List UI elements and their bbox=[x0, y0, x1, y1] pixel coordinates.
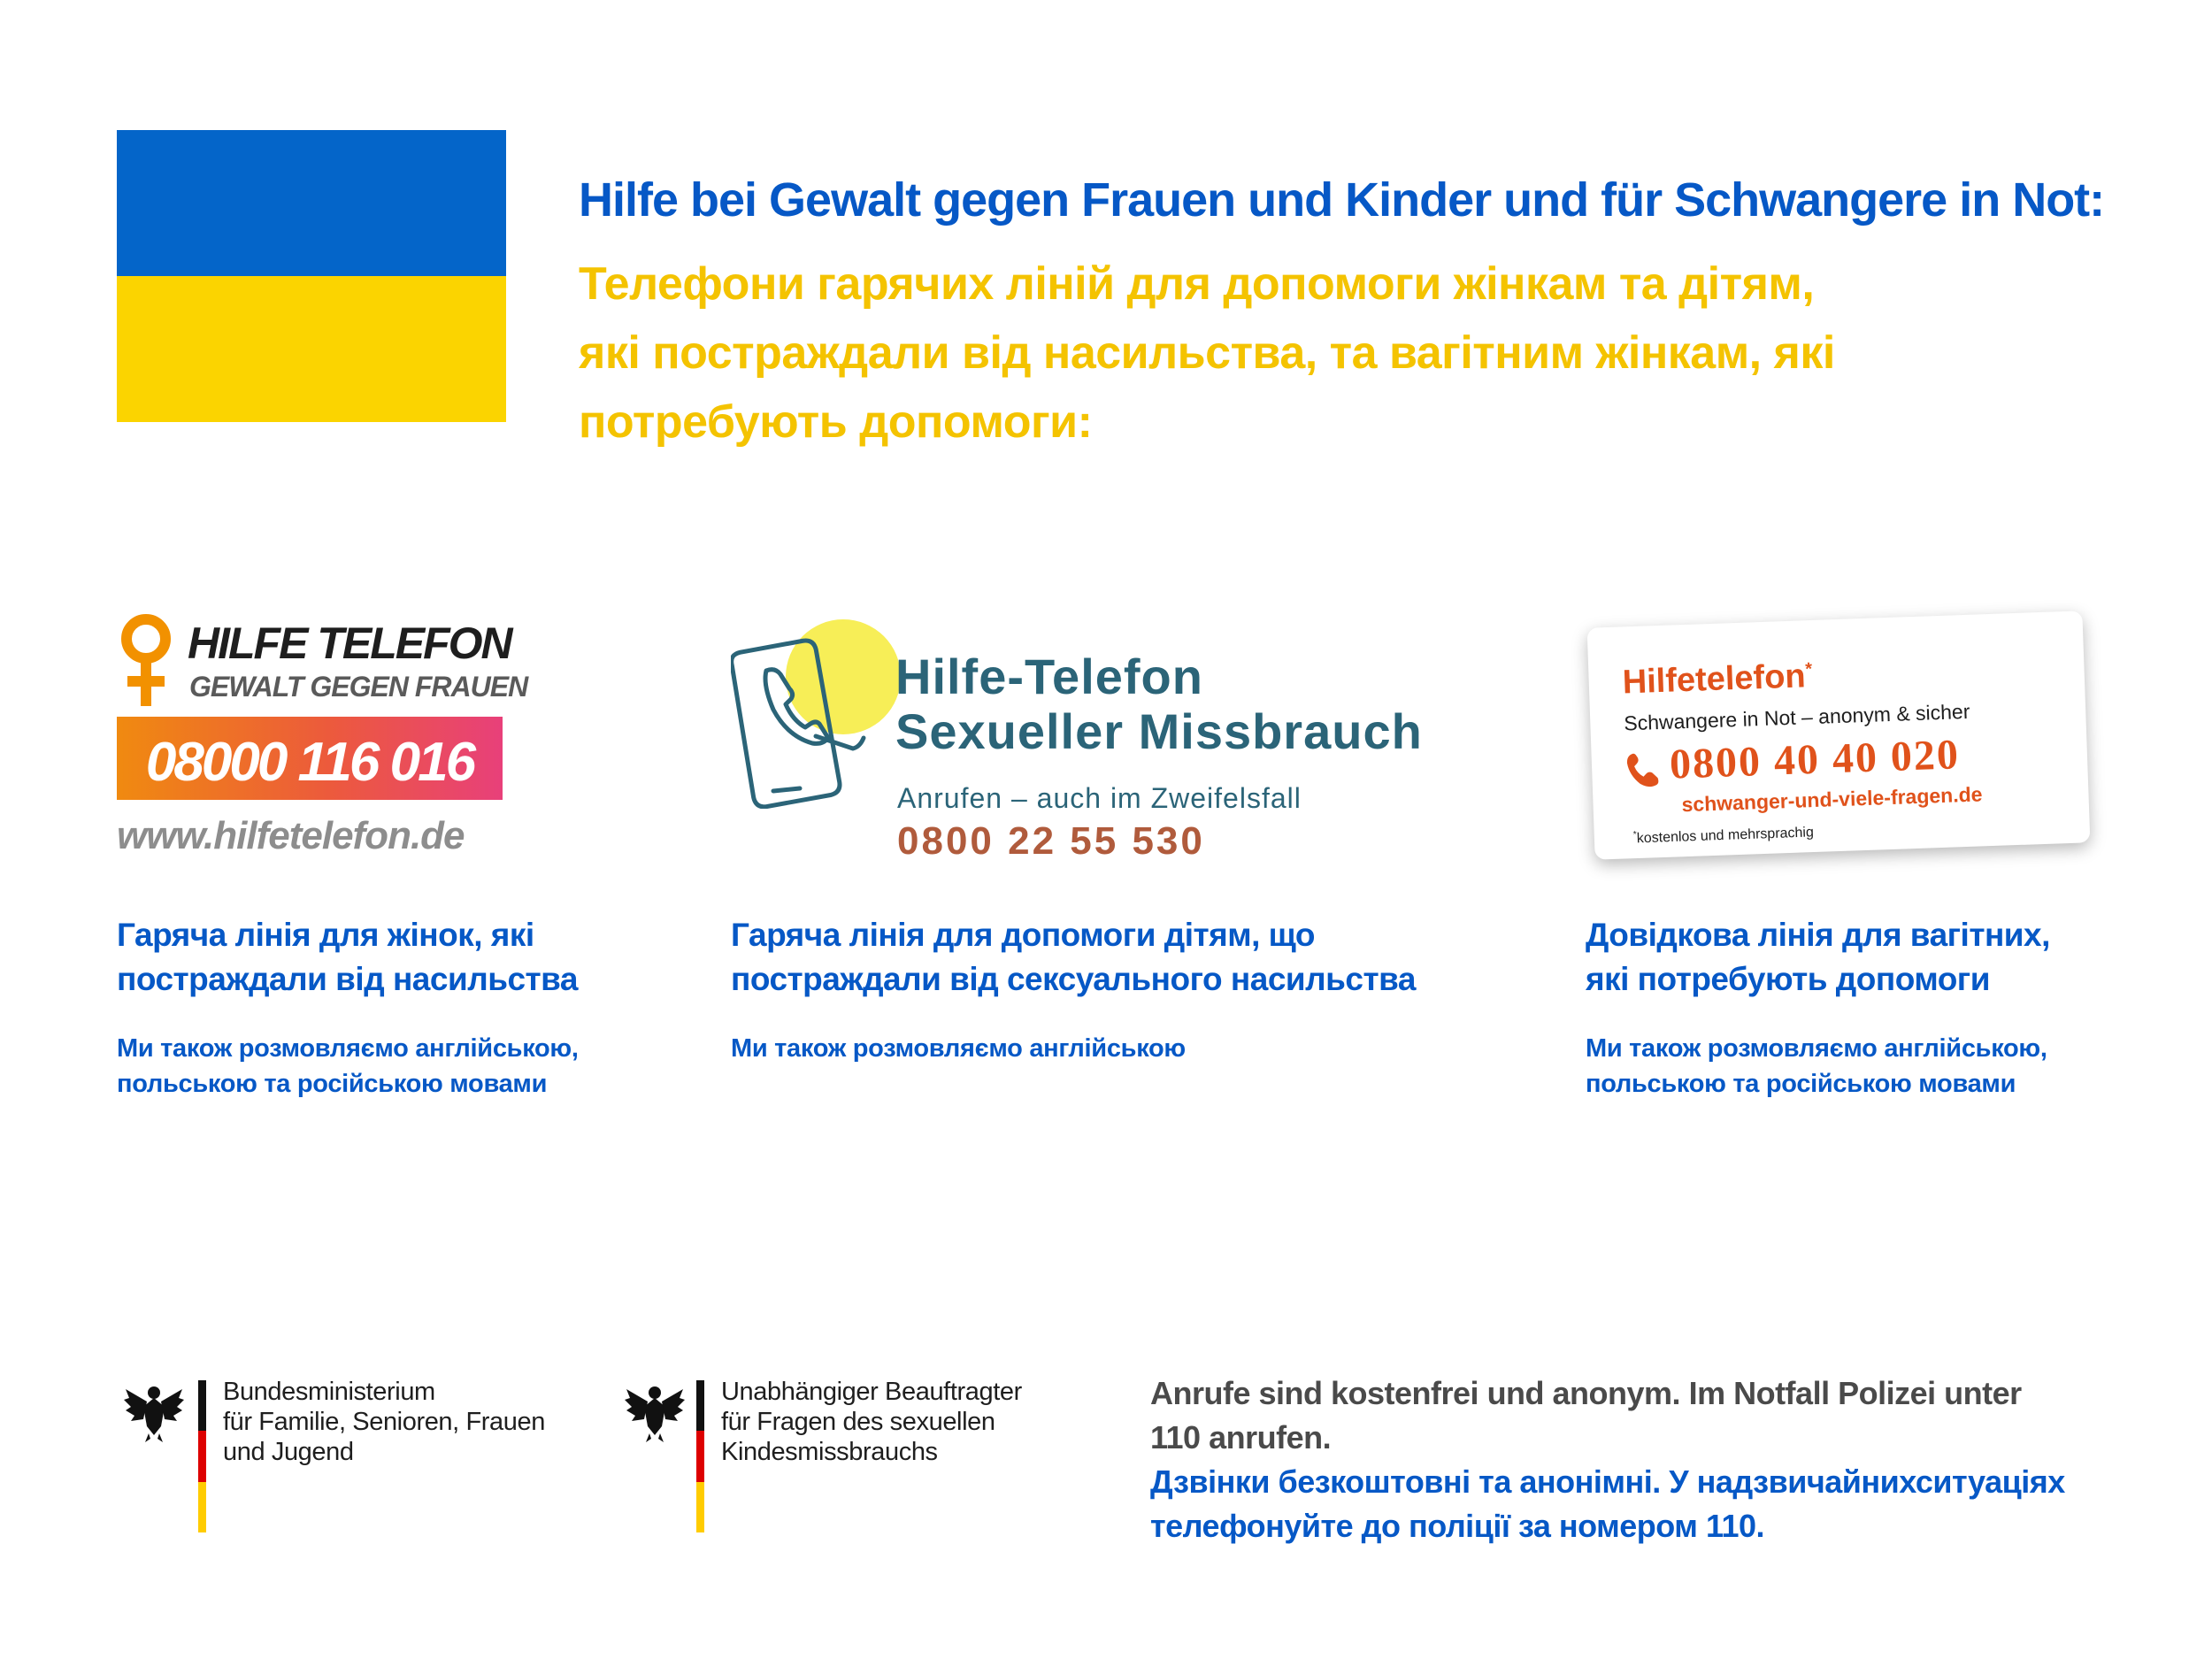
logo-title-line1: Hilfe-Telefon bbox=[895, 649, 1203, 704]
flag-black-stripe bbox=[198, 1380, 206, 1431]
phone-number: 0800 22 55 530 bbox=[897, 819, 1205, 863]
flag-red-stripe bbox=[696, 1431, 704, 1481]
footer-note-german bbox=[1150, 1371, 2141, 1460]
logo-title: HILFE TELEFON bbox=[188, 618, 511, 668]
footer-note-line: Anrufe sind kostenfrei und anonym. Im Notfall Polizei unter bbox=[1150, 1375, 2022, 1411]
footer-note-line: Дзвінки безкоштовні та анонімні. У надзвичайнихситуаціях bbox=[1150, 1463, 2065, 1500]
description-child-abuse-hotline bbox=[731, 913, 1456, 1002]
ministry-line: für Fragen des sexuellen bbox=[721, 1408, 995, 1436]
ministry-line: Bundesministerium bbox=[223, 1378, 435, 1406]
logo-hilfetelefon-schwangere-in-not bbox=[1587, 611, 2091, 859]
footer-note-ukrainian bbox=[1150, 1460, 2159, 1548]
footer-note-line: 110 anrufen. bbox=[1150, 1419, 1332, 1455]
languages-line: Ми також розмовляємо англійською, bbox=[117, 1034, 579, 1063]
ministry-ubskm bbox=[721, 1377, 1022, 1467]
footnote-mark: * bbox=[1804, 659, 1813, 680]
logo-tagline: Anrufen – auch im Zweifelsfall bbox=[897, 782, 1302, 814]
description-line: постраждали від насильства bbox=[117, 961, 578, 997]
languages-line: Ми також розмовляємо англійською bbox=[731, 1034, 1186, 1063]
flag-yellow-stripe bbox=[117, 276, 506, 422]
description-pregnancy-hotline bbox=[1586, 913, 2152, 1002]
phone-icon bbox=[1624, 749, 1662, 789]
logo-hilfetelefon-gewalt-gegen-frauen bbox=[117, 612, 528, 869]
footnote-mark: * bbox=[1632, 830, 1637, 841]
headline-german: Hilfe bei Gewalt gegen Frauen und Kinder und für Schwangere in Not: bbox=[579, 173, 2105, 227]
languages-line: польською та російською мовами bbox=[117, 1070, 548, 1098]
languages-line: Ми також розмовляємо англійською, bbox=[1586, 1034, 2047, 1063]
card-title-text: Hilfetelefon bbox=[1622, 657, 1807, 702]
federal-eagle-icon bbox=[623, 1380, 687, 1444]
ukraine-flag bbox=[117, 130, 506, 422]
headline-ukrainian bbox=[579, 250, 2039, 457]
languages-pregnancy-hotline bbox=[1586, 1031, 2152, 1102]
logo-title-line2: Sexueller Missbrauch bbox=[895, 703, 1423, 759]
card-subtitle: Schwangere in Not – anonym & sicher bbox=[1623, 699, 1970, 735]
footer-note-line: телефонуйте до поліції за номером 110. bbox=[1150, 1508, 1765, 1544]
flag-black-stripe bbox=[696, 1380, 704, 1431]
venus-icon bbox=[117, 612, 175, 710]
ministry-bmfsfj bbox=[223, 1377, 545, 1467]
description-line: Довідкова лінія для вагітних, bbox=[1586, 917, 2050, 953]
flag-blue-stripe bbox=[117, 130, 506, 276]
headline-ukrainian-line: які постраждали від насильства, та вагітним жінкам, які bbox=[579, 327, 1835, 379]
federal-eagle-icon bbox=[122, 1380, 186, 1444]
website-link: schwanger-und-viele-fragen.de bbox=[1681, 782, 1983, 817]
ministry-line: für Familie, Senioren, Frauen bbox=[223, 1408, 545, 1436]
ministry-line: Unabhängiger Beauftragter bbox=[721, 1378, 1022, 1406]
languages-line: польською та російською мовами bbox=[1586, 1070, 2016, 1098]
flag-gold-stripe bbox=[198, 1482, 206, 1532]
description-line: Гаряча лінія для допомоги дітям, що bbox=[731, 917, 1315, 953]
headline-ukrainian-line: потребують допомоги: bbox=[579, 396, 1093, 448]
languages-women-hotline bbox=[117, 1031, 683, 1102]
ministry-line: und Jugend bbox=[223, 1438, 354, 1466]
logo-subtitle: GEWALT GEGEN FRAUEN bbox=[189, 671, 528, 703]
description-line: Гаряча лінія для жінок, які bbox=[117, 917, 534, 953]
description-women-hotline bbox=[117, 913, 683, 1002]
flag-gold-stripe bbox=[696, 1482, 704, 1532]
headline-ukrainian-line: Телефони гарячих ліній для допомоги жінкам та дітям, bbox=[579, 258, 1815, 310]
card-footnote bbox=[1633, 824, 1815, 847]
ministry-line: Kindesmissbrauchs bbox=[721, 1438, 938, 1466]
languages-child-abuse-hotline bbox=[731, 1031, 1456, 1066]
card-title bbox=[1622, 657, 1813, 702]
phone-number: 08000 116 016 bbox=[145, 732, 474, 793]
description-line: постраждали від сексуального насильства bbox=[731, 961, 1416, 997]
german-flag-bar bbox=[696, 1380, 704, 1532]
website-link: www.hilfetelefon.de bbox=[117, 814, 465, 857]
phone-number: 0800 40 40 020 bbox=[1669, 731, 1961, 788]
flag-red-stripe bbox=[198, 1431, 206, 1481]
logo-hilfetelefon-sexueller-missbrauch bbox=[731, 614, 1439, 871]
card-footnote-text: kostenlos und mehrsprachig bbox=[1636, 825, 1815, 847]
description-line: які потребують допомоги bbox=[1586, 961, 1990, 997]
smartphone-icon bbox=[731, 632, 881, 809]
german-flag-bar bbox=[198, 1380, 206, 1532]
